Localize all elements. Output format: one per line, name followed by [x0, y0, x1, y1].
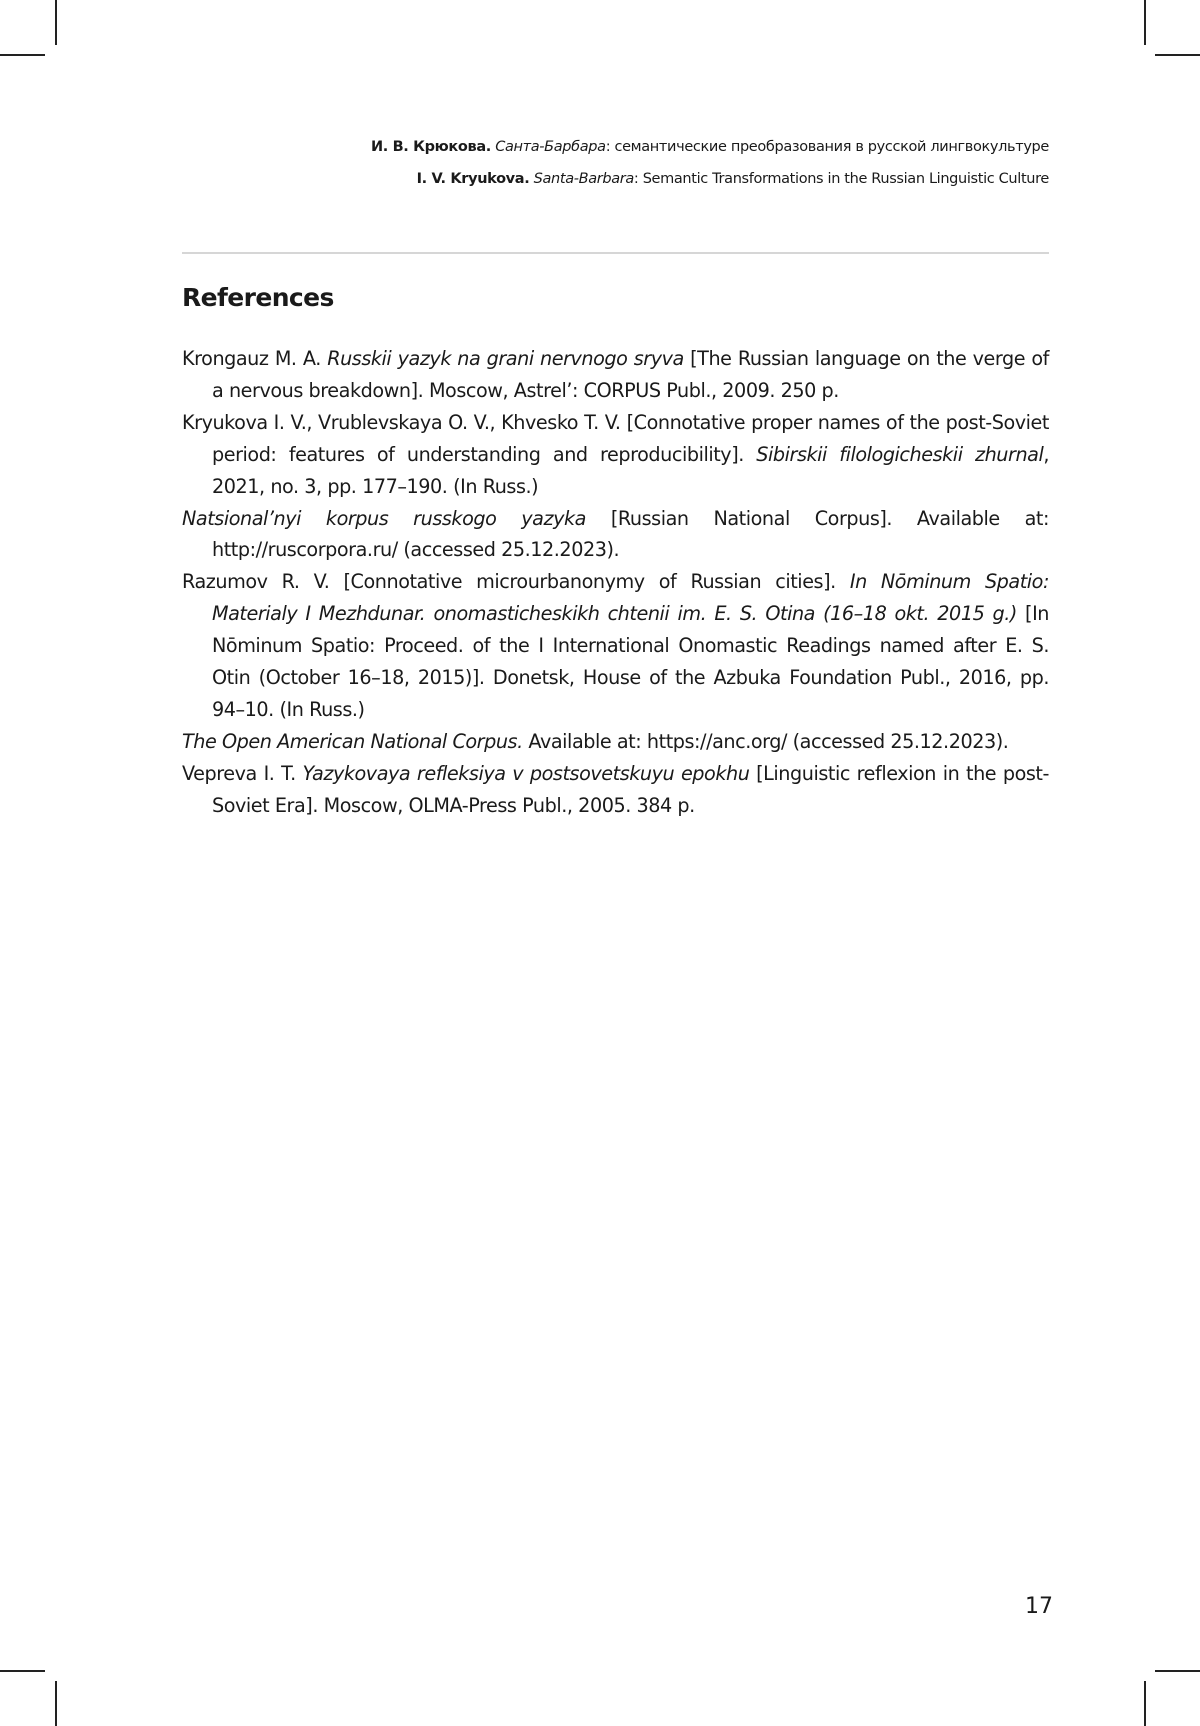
- header-author-en: I. V. Kryukova.: [416, 171, 530, 187]
- reference-italic-title: Natsional’nyi korpus russkogo yazyka: [182, 506, 586, 530]
- crop-mark-top-right-horizontal: [1155, 54, 1200, 56]
- crop-mark-bottom-left-horizontal: [0, 1670, 45, 1672]
- reference-italic-title: The Open American National Corpus.: [182, 729, 523, 753]
- reference-italic-title: In Nōminum Spatio: Materialy I Mezhdunar. onomasticheskikh chtenii im. E. S. Otina (16–18 okt. 2015 g.): [212, 570, 1049, 626]
- reference-text: Available at: https://anc.org/ (accessed 25.12.2023).: [522, 729, 1009, 753]
- header-title-italic-en: Santa-Barbara: [533, 171, 634, 187]
- crop-mark-bottom-right-vertical: [1144, 1681, 1146, 1726]
- reference-entry: [182, 566, 1049, 726]
- crop-mark-top-left-horizontal: [0, 54, 45, 56]
- reference-italic-title: Yazykovaya refleksiya v postsovetskuyu epokhu: [302, 761, 750, 785]
- reference-text: [In Nōminum Spatio: Proceed. of the I International Onomastic Readings named after E. S. Otin (October 16–18, 2015)]. Donetsk, House of the Azbuka Foundation Publ., 2016, pp. 94–10. (In Russ.): [212, 602, 1049, 721]
- header-author-ru: И. В. Крюкова.: [370, 139, 491, 155]
- reference-text: [Russian National Corpus]. Available at: http://ruscorpora.ru/ (accessed 25.12.2023).: [212, 506, 1049, 562]
- header-divider: [182, 252, 1049, 254]
- running-header-russian: [371, 139, 1049, 155]
- reference-italic-title: Sibirskii filologicheskii zhurnal: [756, 442, 1044, 466]
- header-title-italic-ru: Санта-Барбара: [495, 139, 606, 155]
- reference-entry: [182, 726, 1049, 758]
- reference-entry: [182, 503, 1049, 567]
- reference-list: [182, 343, 1049, 822]
- reference-text: [Linguistic reflexion in the post-Soviet Era]. Moscow, OLMA-Press Publ., 2005. 384 p.: [212, 761, 1049, 817]
- header-title-en: : Semantic Transformations in the Russian Linguistic Culture: [633, 171, 1049, 187]
- reference-text: Razumov R. V. [Connotative microurbanonymy of Russian cities].: [182, 570, 850, 594]
- reference-entry: [182, 407, 1049, 503]
- running-header-english: [417, 171, 1049, 187]
- reference-italic-title: Russkii yazyk na grani nervnogo sryva: [327, 347, 684, 370]
- crop-mark-top-right-vertical: [1144, 0, 1146, 45]
- reference-text: , 2021, no. 3, pp. 177–190. (In Russ.): [212, 442, 1049, 498]
- reference-entry: [182, 758, 1049, 822]
- page-number: 17: [1025, 1594, 1053, 1619]
- reference-text: [The Russian language on the verge of a nervous breakdown]. Moscow, Astrel’: CORPUS Publ., 2009. 250 p.: [212, 347, 1049, 402]
- reference-text: Krongauz M. A.: [182, 347, 328, 370]
- reference-text: Kryukova I. V., Vrublevskaya O. V., Khvesko T. V. [Connotative proper names of the post-Soviet period: features of understanding and reproducibility].: [182, 410, 1049, 466]
- crop-mark-top-left-vertical: [55, 0, 57, 45]
- crop-mark-bottom-left-vertical: [55, 1681, 57, 1726]
- section-heading: References: [182, 283, 334, 312]
- reference-text: Vepreva I. T.: [182, 761, 303, 785]
- reference-entry: [182, 343, 1049, 407]
- header-title-ru: : семантические преобразования в русской лингвокультуре: [605, 139, 1049, 155]
- crop-mark-bottom-right-horizontal: [1155, 1670, 1200, 1672]
